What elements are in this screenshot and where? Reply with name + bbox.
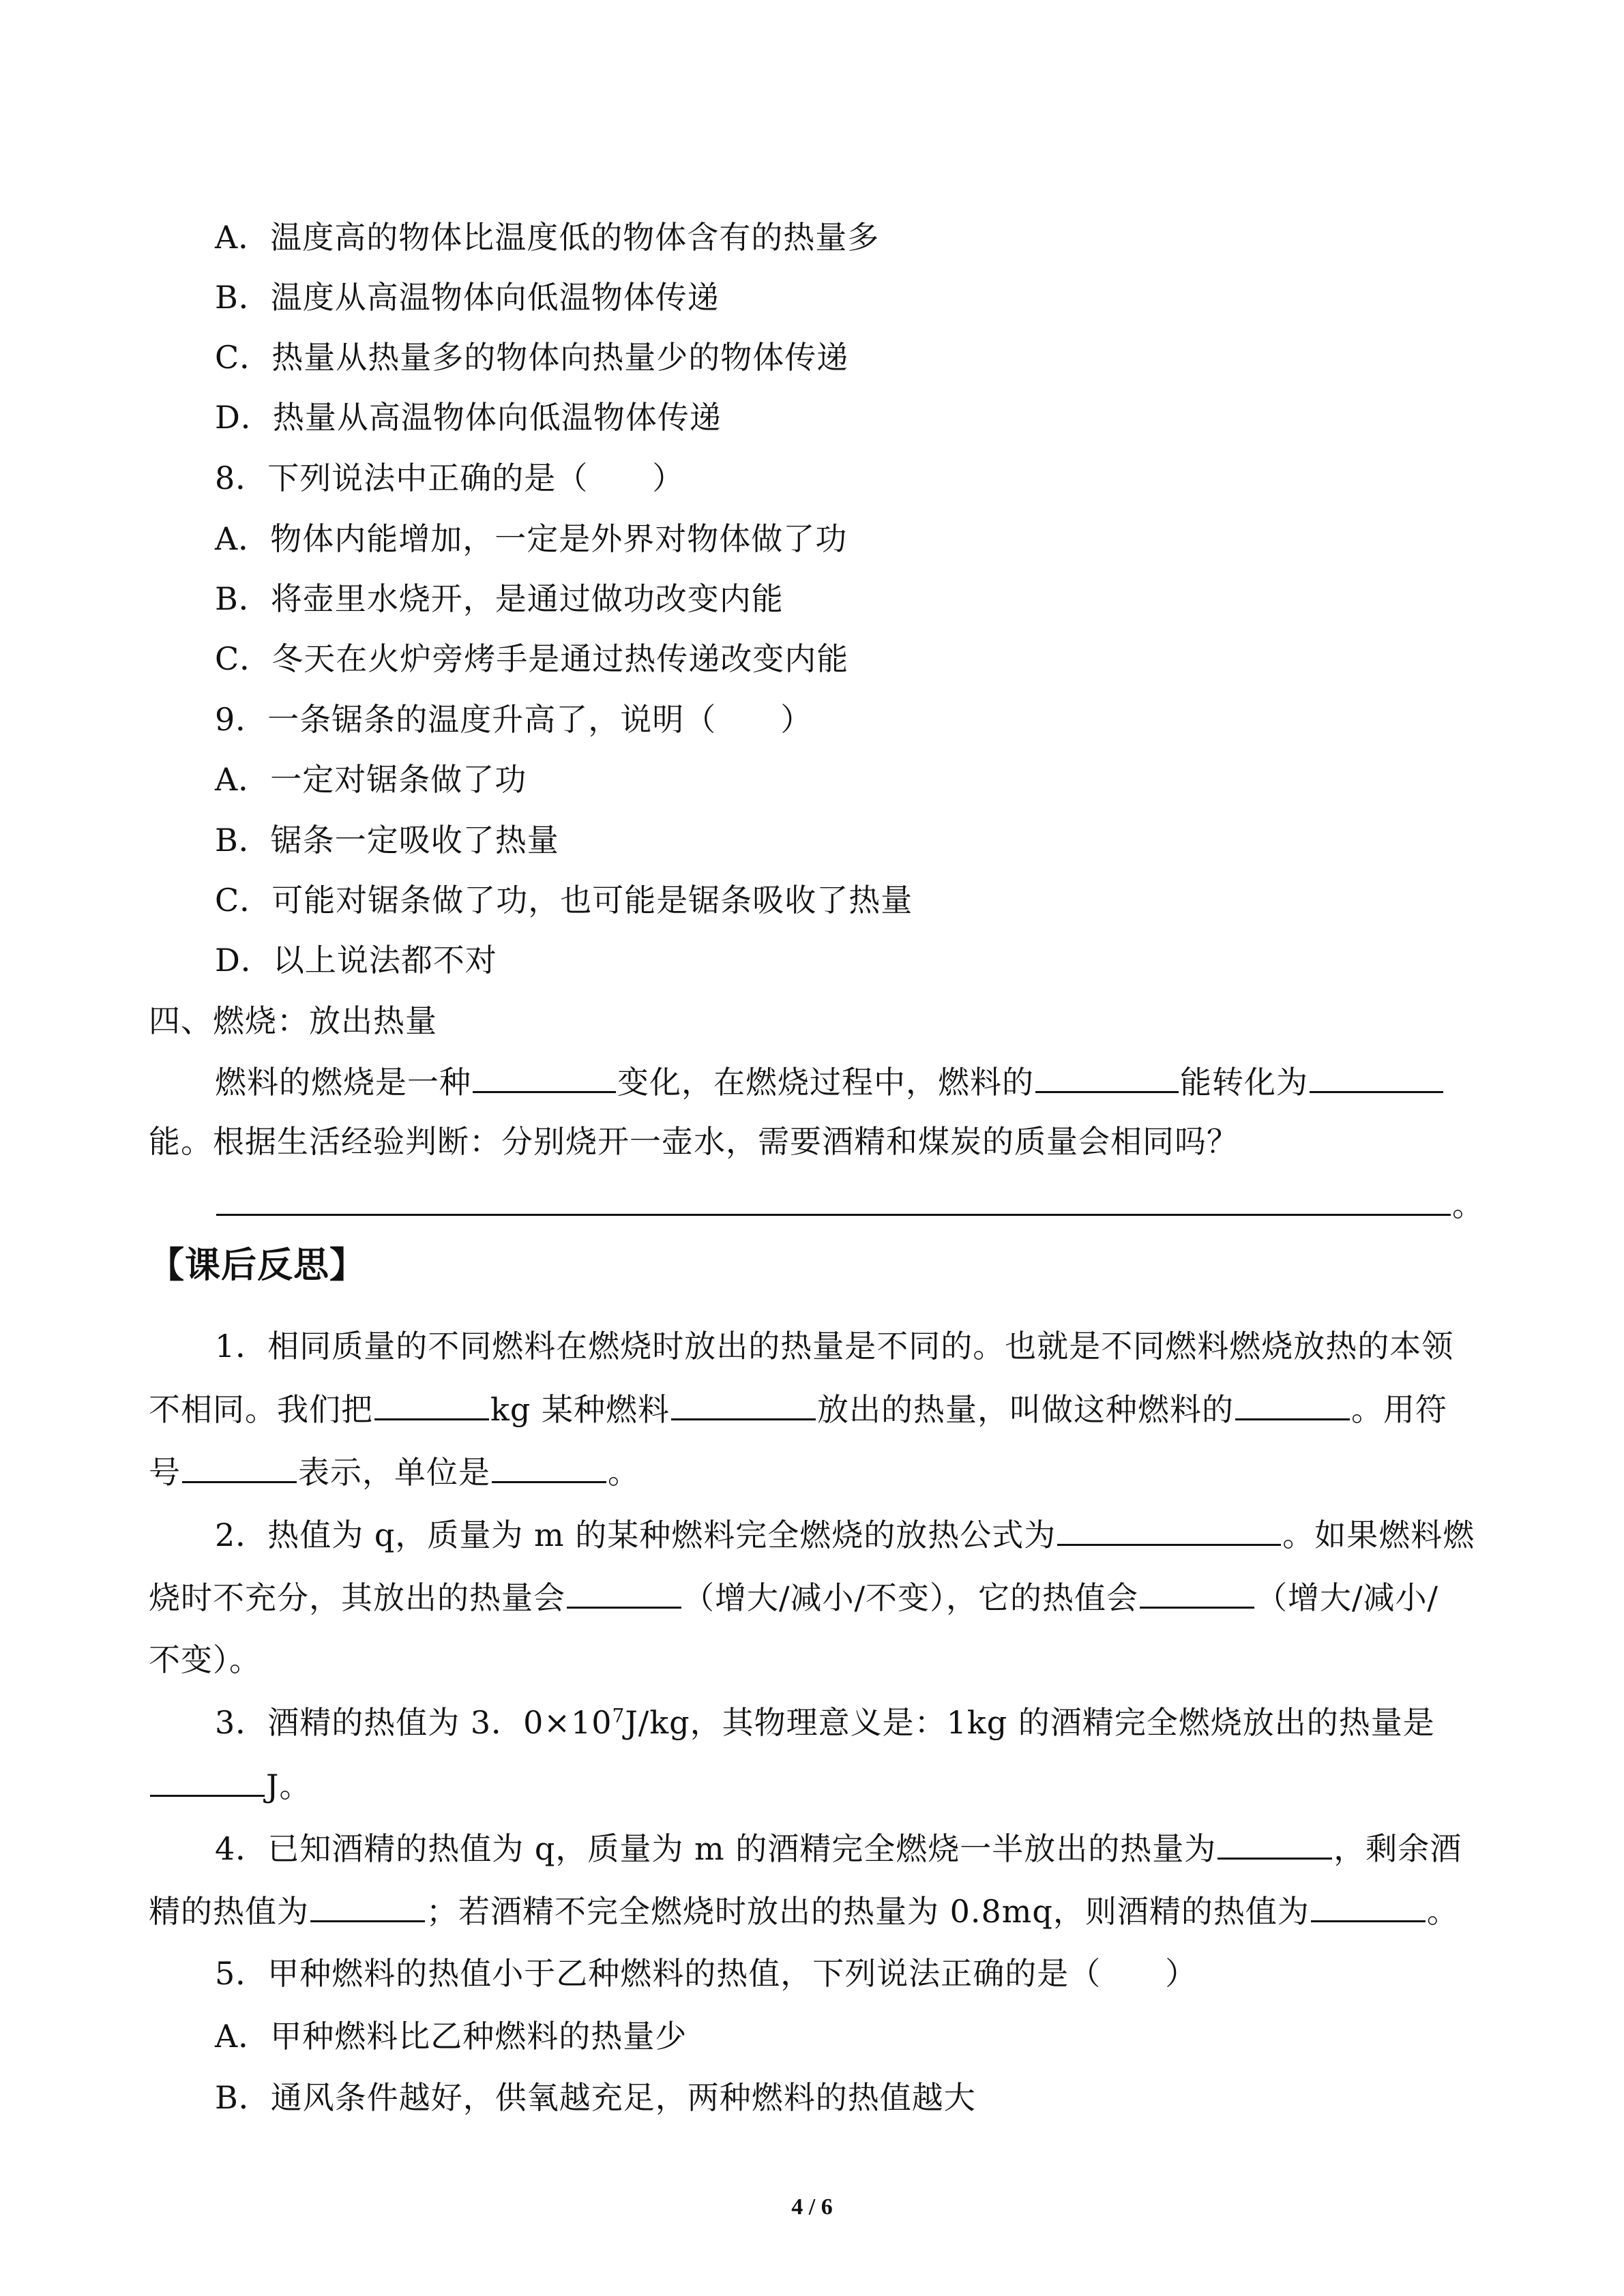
reflection-p1-line2: 不相同。我们把 kg 某种燃料 放出的热量，叫做这种燃料的 。用符 xyxy=(149,1388,1447,1430)
blank-formula[interactable] xyxy=(1057,1514,1281,1546)
blank-unit[interactable] xyxy=(492,1451,606,1483)
q8-option-b: B．将壶里水烧开，是通过做功改变内能 xyxy=(215,580,784,617)
q7-option-c: C．热量从热量多的物体向热量少的物体传递 xyxy=(215,339,849,376)
reflection-p4-line1: 4．已知酒精的热值为 q，质量为 m 的酒精完全燃烧一半放出的热量为 ，剩余酒 xyxy=(215,1828,1462,1869)
blank-change-type[interactable] xyxy=(473,1061,616,1093)
reflection-p5-option-b: B．通风条件越好，供氧越充足，两种燃料的热值越大 xyxy=(215,2079,976,2116)
blank-heat-change[interactable] xyxy=(567,1577,681,1609)
q9-stem: 9．一条锯条的温度升高了，说明（ ） xyxy=(215,701,813,738)
blank-alcohol-value[interactable] xyxy=(1311,1890,1426,1922)
reflection-p5-stem: 5．甲种燃料的热值小于乙种燃料的热值，下列说法正确的是（ ） xyxy=(215,1955,1198,1992)
page-number: 4 / 6 xyxy=(791,2194,833,2220)
reflection-p5-option-a: A．甲种燃料比乙种燃料的热量少 xyxy=(215,2018,688,2055)
q9-option-d: D．以上说法都不对 xyxy=(215,942,497,979)
q9-option-a: A．一定对锯条做了功 xyxy=(215,761,527,798)
reflection-p2-line1: 2．热值为 q，质量为 m 的某种燃料完全燃烧的放热公式为 。如果燃料燃 xyxy=(215,1514,1475,1555)
q8-option-a: A．物体内能增加，一定是外界对物体做了功 xyxy=(215,520,848,557)
section4-line2: 能。根据生活经验判断：分别烧开一壶水，需要酒精和煤炭的质量会相同吗？ xyxy=(149,1123,1239,1160)
blank-quantity-name[interactable] xyxy=(1235,1388,1350,1420)
q9-option-c: C．可能对锯条做了功，也可能是锯条吸收了热量 xyxy=(215,882,913,919)
reflection-p3-line1: 3．酒精的热值为 3．$0\times 10^7J/kg$，其物理意义是：1kg 的酒精完全燃烧放出的热量是 xyxy=(215,1704,1435,1741)
blank-condition[interactable] xyxy=(671,1388,816,1420)
q8-stem: 8．下列说法中正确的是（ ） xyxy=(215,460,685,496)
blank-energy-from[interactable] xyxy=(1035,1061,1179,1093)
blank-energy-to[interactable] xyxy=(1310,1061,1443,1093)
blank-remaining-value[interactable] xyxy=(310,1890,425,1922)
q9-option-b: B．锯条一定吸收了热量 xyxy=(215,822,559,859)
q7-option-d: D．热量从高温物体向低温物体传递 xyxy=(215,399,722,436)
q8-option-c: C．冬天在火炉旁烤手是通过热传递改变内能 xyxy=(215,640,849,677)
reflection-p3-line2: J。 xyxy=(149,1765,311,1806)
section4-line1: 燃料的燃烧是一种 变化，在燃烧过程中，燃料的 能转化为 xyxy=(215,1061,1445,1103)
reflection-p2-line2: 烧时不充分，其放出的热量会 （增大/减小/不变），它的热值会 （增大/减小/ xyxy=(149,1577,1438,1618)
blank-value-change[interactable] xyxy=(1140,1577,1254,1609)
blank-symbol[interactable] xyxy=(182,1451,297,1483)
reflection-heading: 【课后反思】 xyxy=(149,1244,366,1286)
reflection-p2-line3: 不变）。 xyxy=(149,1641,261,1678)
section4-title: 四、燃烧：放出热量 xyxy=(149,1002,437,1039)
blank-mass[interactable] xyxy=(374,1388,489,1420)
blank-answer-line[interactable] xyxy=(216,1184,1451,1216)
blank-heat-amount[interactable] xyxy=(150,1765,265,1797)
q7-option-a: A．温度高的物体比温度低的物体含有的热量多 xyxy=(215,219,880,256)
blank-half-heat[interactable] xyxy=(1217,1828,1332,1860)
reflection-p4-line2: 精的热值为 ；若酒精不完全燃烧时放出的热量为 0.8mq，则酒精的热值为 。 xyxy=(149,1890,1459,1932)
reflection-p1-line1: 1．相同质量的不同燃料在燃烧时放出的热量是不同的。也就是不同燃料燃烧放热的本领 xyxy=(215,1328,1454,1365)
section4-line3: 。 xyxy=(215,1184,1484,1225)
reflection-p1-line3: 号 表示，单位是 。 xyxy=(149,1451,640,1493)
q7-option-b: B．温度从高温物体向低温物体传递 xyxy=(215,279,720,316)
